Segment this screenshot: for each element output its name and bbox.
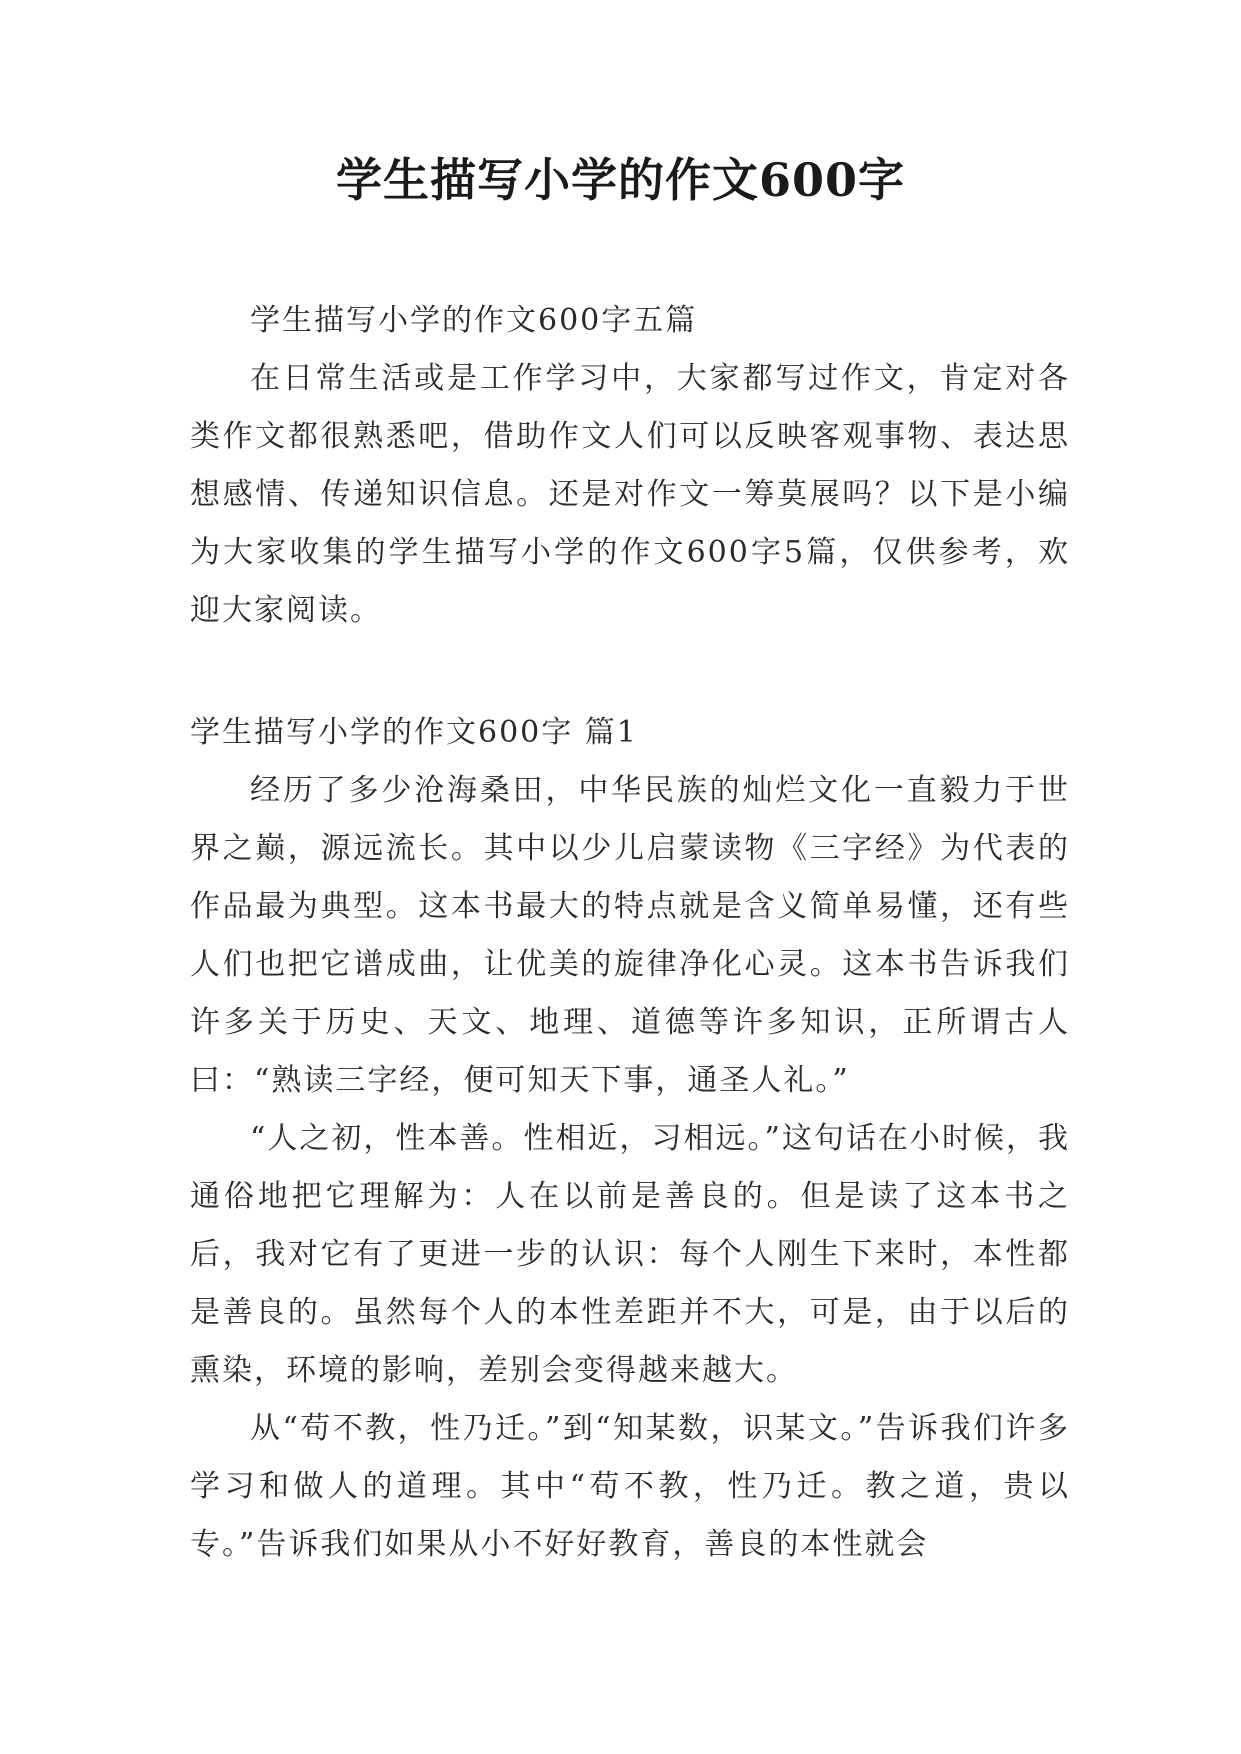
section-1 (190, 704, 1070, 1574)
body-paragraph: 从“苟不教，性乃迁。”到“知某数，识某文。”告诉我们许多学习和做人的道理。其中“苟不教，性乃迁。教之道，贵以专。”告诉我们如果从小不好好教育，善良的本性就会 (190, 1411, 1070, 1562)
intro-paragraph: 在日常生活或是工作学习中，大家都写过作文，肯定对各类作文都很熟悉吧，借助作文人们可以反映客观事物、表达思想感情、传递知识信息。还是对作文一筹莫展吗？以下是小编为大家收集的学生描写小学的作文600字5篇，仅供参考，欢迎大家阅读。 (190, 361, 1070, 628)
intro-block (190, 292, 1070, 640)
body-paragraph: 经历了多少沧海桑田，中华民族的灿烂文化一直毅力于世界之巅，源远流长。其中以少儿启蒙读物《三字经》为代表的作品最为典型。这本书最大的特点就是含义简单易懂，还有些人们也把它谱成曲，让优美的旋律净化心灵。这本书告诉我们许多关于历史、天文、地理、道德等许多知识，正所谓古人曰：“熟读三字经，便可知天下事，通圣人礼。” (190, 773, 1070, 1098)
document-title: 学生描写小学的作文600字 (335, 153, 906, 207)
section-heading: 学生描写小学的作文600字 篇1 (190, 715, 638, 750)
body-paragraph: “人之初，性本善。性相近，习相远。”这句话在小时候，我通俗地把它理解为：人在以前是善良的。但是读了这本书之后，我对它有了更进一步的认识：每个人刚生下来时，本性都是善良的。虽然每个人的本性差距并不大，可是，由于以后的熏染，环境的影响，差别会变得越来越大。 (190, 1121, 1070, 1388)
document-subtitle: 学生描写小学的作文600字五篇 (250, 303, 698, 338)
